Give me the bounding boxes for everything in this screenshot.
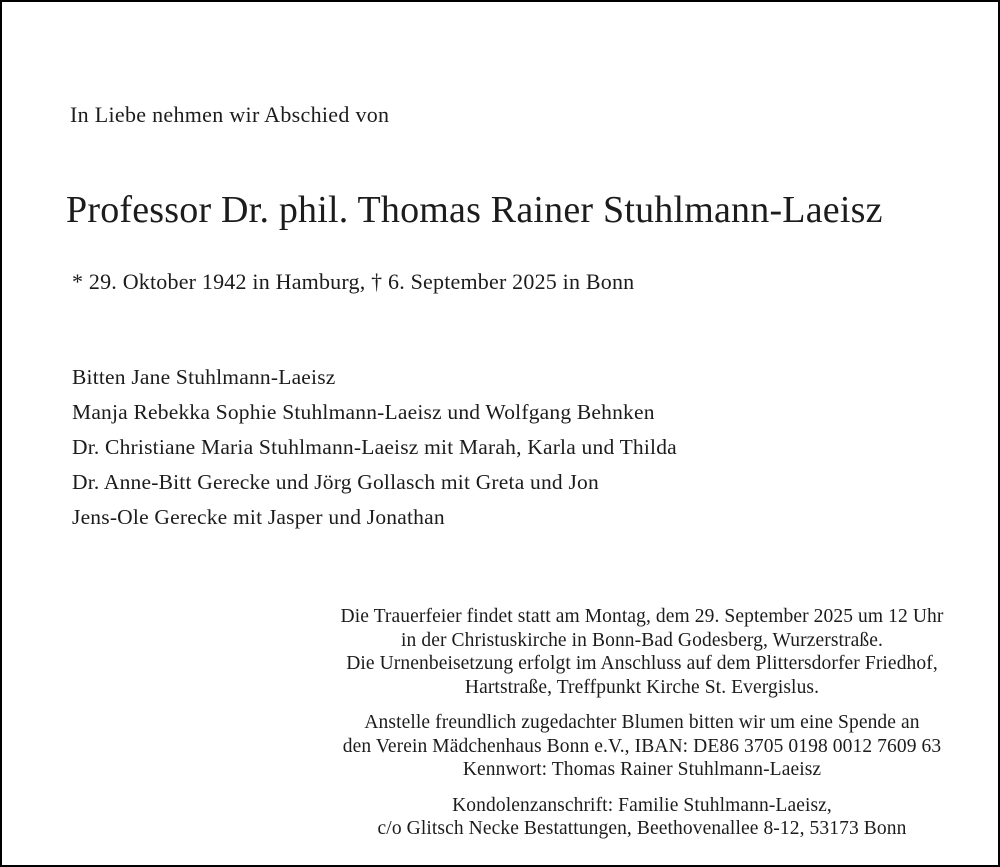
mourner-line: Bitten Jane Stuhlmann-Laeisz	[72, 365, 336, 389]
mourner-line: Dr. Anne-Bitt Gerecke und Jörg Gollasch mit Greta und Jon	[72, 470, 599, 494]
text-line: Die Urnenbeisetzung erfolgt im Anschluss auf dem Plittersdorfer Friedhof,	[346, 653, 938, 674]
mourner-line: Dr. Christiane Maria Stuhlmann-Laeisz mit Marah, Karla und Thilda	[72, 435, 677, 459]
text-line: den Verein Mädchenhaus Bonn e.V., IBAN: DE86 3705 0198 0012 7609 63	[342, 735, 942, 757]
service-paragraph	[282, 605, 1000, 699]
intro-line: In Liebe nehmen wir Abschied von	[70, 102, 390, 127]
text-line: Hartstraße, Treffpunkt Kirche St. Evergislus.	[464, 676, 820, 698]
text-line: in der Christuskirche in Bonn-Bad Godesberg, Wurzerstraße.	[401, 629, 883, 651]
service-paragraph	[282, 711, 1000, 782]
life-dates: * 29. Oktober 1942 in Hamburg, † 6. September 2025 in Bonn	[72, 269, 635, 294]
service-details	[282, 605, 1000, 841]
text-line: Kondolenzanschrift: Familie Stuhlmann-Laeisz,	[452, 794, 832, 816]
deceased-name: Professor Dr. phil. Thomas Rainer Stuhlmann-Laeisz	[66, 189, 883, 231]
text-line: Anstelle freundlich zugedachter Blumen bitten wir um eine Spende an	[364, 712, 920, 733]
text-line: Die Trauerfeier findet statt am Montag, dem 29. September 2025 um 12 Uhr	[340, 606, 944, 627]
text-line: c/o Glitsch Necke Bestattungen, Beethovenallee 8-12, 53173 Bonn	[377, 818, 907, 839]
service-paragraph	[282, 794, 1000, 841]
mourner-line: Manja Rebekka Sophie Stuhlmann-Laeisz und Wolfgang Behnken	[72, 400, 655, 424]
mourners-list	[72, 360, 677, 535]
text-line: Kennwort: Thomas Rainer Stuhlmann-Laeisz	[462, 759, 822, 780]
mourner-line: Jens-Ole Gerecke mit Jasper und Jonathan	[72, 505, 445, 529]
